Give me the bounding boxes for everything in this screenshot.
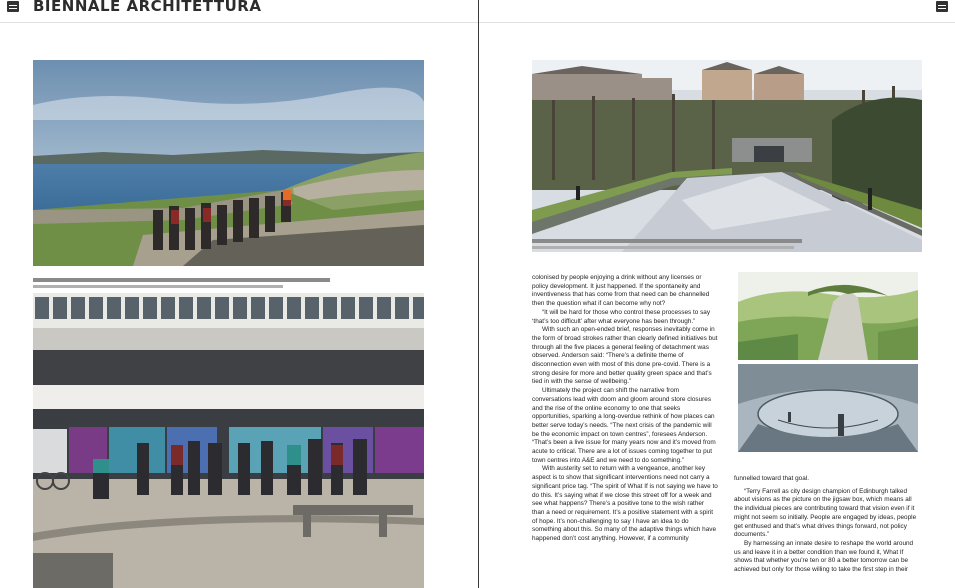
illustration-dome-interior xyxy=(738,364,918,452)
caption-bar xyxy=(532,246,794,249)
paragraph: Ultimately the project can shift the narrative from conversations lead with doom and gloom around store closures and the rise of the online economy to one that seeks opportunities, sparking a long-overdue rethink of how places can better serve today’s needs. “The next crisis of the pandemic will be the economic impact on town centres”, foresees Anderson. “That’s been a live issue for many years now and it’s moved from acute to critical. There are a lot of issues coming together to put town centres into A&E and we need to do something.” xyxy=(532,387,716,464)
menu-icon[interactable] xyxy=(7,1,19,12)
header-rule xyxy=(0,22,478,23)
illustration-green-landscape xyxy=(738,272,918,360)
caption-bar xyxy=(33,278,330,282)
illustration-green-landscape-art xyxy=(738,272,918,360)
photo-building-group xyxy=(33,293,424,588)
menu-icon[interactable] xyxy=(936,1,948,12)
photo-canal-art xyxy=(532,60,922,252)
illustration-dome-interior-art xyxy=(738,364,918,452)
photo-canal xyxy=(532,60,922,252)
paragraph: With austerity set to return with a vengeance, another key aspect is to show that significant interventions need not carry a significant price tag. “The spirit of What If is not saying we have to do this. It’s saying what if we close this street off for a week and see what happens? There’s a positive tone to the wish rather than a need or requirement. It’s a positive statement with a spirit of hope. It’s non-challenging to say I have an idea to do something about this. So many of the adaptive things which have happened don’t cost anything. However, if a community xyxy=(532,465,718,543)
photo-building-group-art xyxy=(33,293,424,588)
body-column-middle xyxy=(532,274,718,588)
caption-bar xyxy=(532,239,802,243)
paragraph: “Terry Farrell as city design champion of Edinburgh talked about visions as the picture on the jigsaw box, which means all the individual pieces are contributing toward that vision even if it might not seem so initially. People are engaged by ideas, people get enthused and that’s what drives things forward, not policy documents.” xyxy=(734,487,917,539)
body-column-right xyxy=(734,475,920,588)
right-page xyxy=(479,0,955,588)
paragraph: By harnessing an innate desire to reshape the world around us and leave it in a better condition than we found it, What If shows that whether you’re ten or 80 a better tomorrow can be achieved but only for those willing to take the first step in their xyxy=(734,539,914,574)
paragraph: With such an open-ended brief, responses inevitably come in the form of broad strokes rather than clearly defined initiatives but through all the five places a general feeling of detachment was observed. Anderson said: “There’s a definite theme of disconnection even with most of this done pre-covid. There is a strong desire for more and better quality green space and that’s tied in with the sense of wellbeing.” xyxy=(532,326,718,386)
caption-bar xyxy=(33,285,283,288)
paragraph: “It will be hard for those who control these processes to say ‘that’s too difficult’ after what everyone has been through.” xyxy=(532,308,711,325)
paragraph: funnelled toward that goal. xyxy=(734,475,809,482)
photo-coastal-group xyxy=(33,60,424,266)
paragraph: colonised by people enjoying a drink without any licenses or policy development. It just happened. If the spontaneity and inventiveness that has come from that need can be channelled then the question what if can become why not? xyxy=(532,274,710,308)
header-rule xyxy=(479,22,955,23)
photo-coastal-group-art xyxy=(33,60,424,266)
masthead-title: BIENNALE ARCHITETTURA xyxy=(33,0,262,15)
